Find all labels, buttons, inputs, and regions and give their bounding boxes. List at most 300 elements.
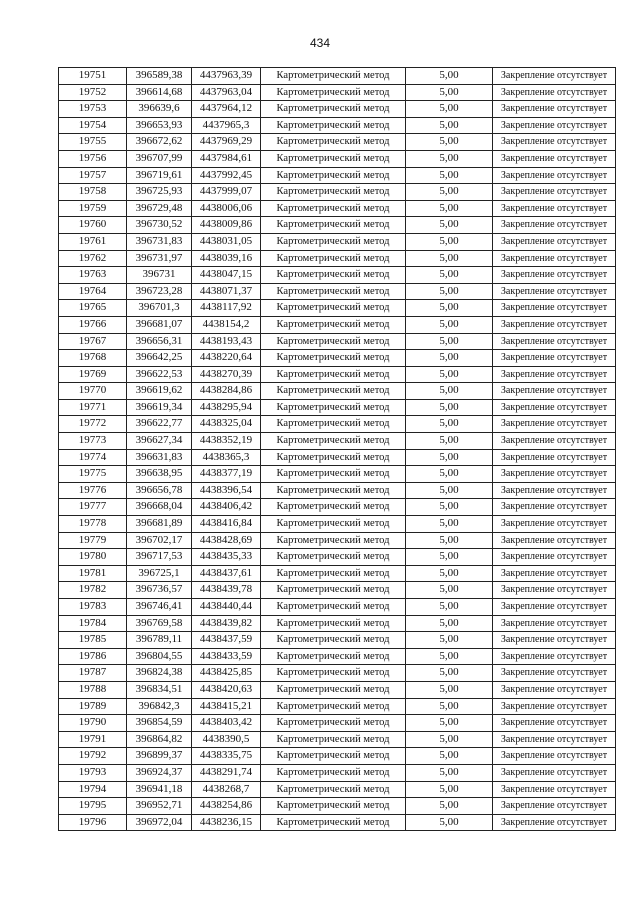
method-cell: Картометрический метод xyxy=(261,648,406,665)
point-number-cell: 19768 xyxy=(59,350,127,367)
y-coordinate-cell: 4437969,29 xyxy=(192,134,261,151)
x-coordinate-cell: 396952,71 xyxy=(127,798,192,815)
method-cell: Картометрический метод xyxy=(261,632,406,649)
x-coordinate-cell: 396619,62 xyxy=(127,383,192,400)
table-row xyxy=(59,681,616,698)
table-row xyxy=(59,366,616,383)
y-coordinate-cell: 4438220,64 xyxy=(192,350,261,367)
table-row xyxy=(59,399,616,416)
fixing-note-cell: Закрепление отсутствует xyxy=(493,565,616,582)
method-cell: Картометрический метод xyxy=(261,814,406,831)
x-coordinate-cell: 396731,97 xyxy=(127,250,192,267)
y-coordinate-cell: 4438325,04 xyxy=(192,416,261,433)
y-coordinate-cell: 4437964,12 xyxy=(192,101,261,118)
accuracy-cell: 5,00 xyxy=(406,117,493,134)
fixing-note-cell: Закрепление отсутствует xyxy=(493,798,616,815)
y-coordinate-cell: 4438416,84 xyxy=(192,516,261,533)
table-row xyxy=(59,316,616,333)
y-coordinate-cell: 4438335,75 xyxy=(192,748,261,765)
accuracy-cell: 5,00 xyxy=(406,267,493,284)
point-number-cell: 19766 xyxy=(59,316,127,333)
point-number-cell: 19757 xyxy=(59,167,127,184)
method-cell: Картометрический метод xyxy=(261,300,406,317)
table-row xyxy=(59,549,616,566)
point-number-cell: 19765 xyxy=(59,300,127,317)
x-coordinate-cell: 396972,04 xyxy=(127,814,192,831)
fixing-note-cell: Закрепление отсутствует xyxy=(493,350,616,367)
x-coordinate-cell: 396681,89 xyxy=(127,516,192,533)
x-coordinate-cell: 396614,68 xyxy=(127,84,192,101)
method-cell: Картометрический метод xyxy=(261,715,406,732)
accuracy-cell: 5,00 xyxy=(406,283,493,300)
method-cell: Картометрический метод xyxy=(261,150,406,167)
accuracy-cell: 5,00 xyxy=(406,134,493,151)
table-row xyxy=(59,167,616,184)
method-cell: Картометрический метод xyxy=(261,532,406,549)
page-number: 434 xyxy=(309,36,331,50)
fixing-note-cell: Закрепление отсутствует xyxy=(493,599,616,616)
table-row xyxy=(59,466,616,483)
method-cell: Картометрический метод xyxy=(261,798,406,815)
accuracy-cell: 5,00 xyxy=(406,599,493,616)
coordinates-table xyxy=(58,67,616,831)
accuracy-cell: 5,00 xyxy=(406,433,493,450)
accuracy-cell: 5,00 xyxy=(406,84,493,101)
point-number-cell: 19751 xyxy=(59,68,127,85)
fixing-note-cell: Закрепление отсутствует xyxy=(493,101,616,118)
method-cell: Картометрический метод xyxy=(261,383,406,400)
table-row xyxy=(59,283,616,300)
accuracy-cell: 5,00 xyxy=(406,764,493,781)
table-row xyxy=(59,748,616,765)
y-coordinate-cell: 4438047,15 xyxy=(192,267,261,284)
x-coordinate-cell: 396854,59 xyxy=(127,715,192,732)
fixing-note-cell: Закрепление отсутствует xyxy=(493,233,616,250)
point-number-cell: 19752 xyxy=(59,84,127,101)
point-number-cell: 19783 xyxy=(59,599,127,616)
accuracy-cell: 5,00 xyxy=(406,449,493,466)
x-coordinate-cell: 396725,1 xyxy=(127,565,192,582)
accuracy-cell: 5,00 xyxy=(406,516,493,533)
accuracy-cell: 5,00 xyxy=(406,632,493,649)
x-coordinate-cell: 396631,83 xyxy=(127,449,192,466)
x-coordinate-cell: 396622,53 xyxy=(127,366,192,383)
y-coordinate-cell: 4438425,85 xyxy=(192,665,261,682)
method-cell: Картометрический метод xyxy=(261,433,406,450)
y-coordinate-cell: 4437963,39 xyxy=(192,68,261,85)
method-cell: Картометрический метод xyxy=(261,681,406,698)
y-coordinate-cell: 4438295,94 xyxy=(192,399,261,416)
table-row xyxy=(59,433,616,450)
x-coordinate-cell: 396899,37 xyxy=(127,748,192,765)
accuracy-cell: 5,00 xyxy=(406,150,493,167)
fixing-note-cell: Закрепление отсутствует xyxy=(493,150,616,167)
x-coordinate-cell: 396681,07 xyxy=(127,316,192,333)
x-coordinate-cell: 396769,58 xyxy=(127,615,192,632)
table-row xyxy=(59,383,616,400)
fixing-note-cell: Закрепление отсутствует xyxy=(493,482,616,499)
y-coordinate-cell: 4438117,92 xyxy=(192,300,261,317)
point-number-cell: 19787 xyxy=(59,665,127,682)
table-row xyxy=(59,798,616,815)
table-row xyxy=(59,499,616,516)
x-coordinate-cell: 396804,55 xyxy=(127,648,192,665)
table-row xyxy=(59,814,616,831)
point-number-cell: 19767 xyxy=(59,333,127,350)
coordinates-table-body xyxy=(59,68,616,831)
accuracy-cell: 5,00 xyxy=(406,731,493,748)
accuracy-cell: 5,00 xyxy=(406,383,493,400)
point-number-cell: 19759 xyxy=(59,200,127,217)
method-cell: Картометрический метод xyxy=(261,84,406,101)
point-number-cell: 19792 xyxy=(59,748,127,765)
fixing-note-cell: Закрепление отсутствует xyxy=(493,681,616,698)
y-coordinate-cell: 4438437,59 xyxy=(192,632,261,649)
x-coordinate-cell: 396619,34 xyxy=(127,399,192,416)
y-coordinate-cell: 4438236,15 xyxy=(192,814,261,831)
accuracy-cell: 5,00 xyxy=(406,399,493,416)
x-coordinate-cell: 396589,38 xyxy=(127,68,192,85)
method-cell: Картометрический метод xyxy=(261,167,406,184)
table-row xyxy=(59,516,616,533)
point-number-cell: 19775 xyxy=(59,466,127,483)
point-number-cell: 19788 xyxy=(59,681,127,698)
y-coordinate-cell: 4438039,16 xyxy=(192,250,261,267)
y-coordinate-cell: 4438154,2 xyxy=(192,316,261,333)
fixing-note-cell: Закрепление отсутствует xyxy=(493,582,616,599)
method-cell: Картометрический метод xyxy=(261,283,406,300)
method-cell: Картометрический метод xyxy=(261,267,406,284)
point-number-cell: 19754 xyxy=(59,117,127,134)
table-row xyxy=(59,764,616,781)
point-number-cell: 19782 xyxy=(59,582,127,599)
fixing-note-cell: Закрепление отсутствует xyxy=(493,333,616,350)
table-row xyxy=(59,117,616,134)
fixing-note-cell: Закрепление отсутствует xyxy=(493,316,616,333)
method-cell: Картометрический метод xyxy=(261,250,406,267)
y-coordinate-cell: 4438284,86 xyxy=(192,383,261,400)
point-number-cell: 19785 xyxy=(59,632,127,649)
x-coordinate-cell: 396656,78 xyxy=(127,482,192,499)
y-coordinate-cell: 4438433,59 xyxy=(192,648,261,665)
x-coordinate-cell: 396864,82 xyxy=(127,731,192,748)
method-cell: Картометрический метод xyxy=(261,516,406,533)
x-coordinate-cell: 396702,17 xyxy=(127,532,192,549)
table-row xyxy=(59,184,616,201)
method-cell: Картометрический метод xyxy=(261,599,406,616)
fixing-note-cell: Закрепление отсутствует xyxy=(493,167,616,184)
accuracy-cell: 5,00 xyxy=(406,748,493,765)
x-coordinate-cell: 396729,48 xyxy=(127,200,192,217)
x-coordinate-cell: 396824,38 xyxy=(127,665,192,682)
method-cell: Картометрический метод xyxy=(261,466,406,483)
accuracy-cell: 5,00 xyxy=(406,615,493,632)
y-coordinate-cell: 4438377,19 xyxy=(192,466,261,483)
x-coordinate-cell: 396622,77 xyxy=(127,416,192,433)
x-coordinate-cell: 396746,41 xyxy=(127,599,192,616)
fixing-note-cell: Закрепление отсутствует xyxy=(493,632,616,649)
y-coordinate-cell: 4438268,7 xyxy=(192,781,261,798)
accuracy-cell: 5,00 xyxy=(406,715,493,732)
fixing-note-cell: Закрепление отсутствует xyxy=(493,665,616,682)
point-number-cell: 19786 xyxy=(59,648,127,665)
x-coordinate-cell: 396717,53 xyxy=(127,549,192,566)
table-row xyxy=(59,134,616,151)
fixing-note-cell: Закрепление отсутствует xyxy=(493,549,616,566)
table-row xyxy=(59,698,616,715)
point-number-cell: 19781 xyxy=(59,565,127,582)
method-cell: Картометрический метод xyxy=(261,764,406,781)
point-number-cell: 19755 xyxy=(59,134,127,151)
point-number-cell: 19793 xyxy=(59,764,127,781)
x-coordinate-cell: 396672,62 xyxy=(127,134,192,151)
y-coordinate-cell: 4438193,43 xyxy=(192,333,261,350)
fixing-note-cell: Закрепление отсутствует xyxy=(493,532,616,549)
accuracy-cell: 5,00 xyxy=(406,781,493,798)
method-cell: Картометрический метод xyxy=(261,549,406,566)
y-coordinate-cell: 4438352,19 xyxy=(192,433,261,450)
method-cell: Картометрический метод xyxy=(261,731,406,748)
method-cell: Картометрический метод xyxy=(261,117,406,134)
table-row xyxy=(59,731,616,748)
fixing-note-cell: Закрепление отсутствует xyxy=(493,84,616,101)
accuracy-cell: 5,00 xyxy=(406,167,493,184)
x-coordinate-cell: 396834,51 xyxy=(127,681,192,698)
y-coordinate-cell: 4438440,44 xyxy=(192,599,261,616)
accuracy-cell: 5,00 xyxy=(406,101,493,118)
table-row xyxy=(59,582,616,599)
x-coordinate-cell: 396653,93 xyxy=(127,117,192,134)
fixing-note-cell: Закрепление отсутствует xyxy=(493,748,616,765)
accuracy-cell: 5,00 xyxy=(406,681,493,698)
fixing-note-cell: Закрепление отсутствует xyxy=(493,433,616,450)
point-number-cell: 19776 xyxy=(59,482,127,499)
y-coordinate-cell: 4438031,05 xyxy=(192,233,261,250)
accuracy-cell: 5,00 xyxy=(406,200,493,217)
fixing-note-cell: Закрепление отсутствует xyxy=(493,267,616,284)
method-cell: Картометрический метод xyxy=(261,233,406,250)
point-number-cell: 19753 xyxy=(59,101,127,118)
table-row xyxy=(59,482,616,499)
fixing-note-cell: Закрепление отсутствует xyxy=(493,449,616,466)
fixing-note-cell: Закрепление отсутствует xyxy=(493,466,616,483)
point-number-cell: 19791 xyxy=(59,731,127,748)
point-number-cell: 19762 xyxy=(59,250,127,267)
table-row xyxy=(59,715,616,732)
method-cell: Картометрический метод xyxy=(261,101,406,118)
x-coordinate-cell: 396638,95 xyxy=(127,466,192,483)
accuracy-cell: 5,00 xyxy=(406,250,493,267)
fixing-note-cell: Закрепление отсутствует xyxy=(493,715,616,732)
table-row xyxy=(59,84,616,101)
accuracy-cell: 5,00 xyxy=(406,482,493,499)
table-row xyxy=(59,350,616,367)
x-coordinate-cell: 396668,04 xyxy=(127,499,192,516)
table-row xyxy=(59,781,616,798)
accuracy-cell: 5,00 xyxy=(406,316,493,333)
x-coordinate-cell: 396642,25 xyxy=(127,350,192,367)
method-cell: Картометрический метод xyxy=(261,698,406,715)
point-number-cell: 19778 xyxy=(59,516,127,533)
point-number-cell: 19772 xyxy=(59,416,127,433)
point-number-cell: 19794 xyxy=(59,781,127,798)
fixing-note-cell: Закрепление отсутствует xyxy=(493,615,616,632)
fixing-note-cell: Закрепление отсутствует xyxy=(493,814,616,831)
method-cell: Картометрический метод xyxy=(261,134,406,151)
table-row xyxy=(59,449,616,466)
point-number-cell: 19777 xyxy=(59,499,127,516)
y-coordinate-cell: 4438291,74 xyxy=(192,764,261,781)
table-row xyxy=(59,632,616,649)
y-coordinate-cell: 4438415,21 xyxy=(192,698,261,715)
accuracy-cell: 5,00 xyxy=(406,350,493,367)
fixing-note-cell: Закрепление отсутствует xyxy=(493,648,616,665)
x-coordinate-cell: 396723,28 xyxy=(127,283,192,300)
x-coordinate-cell: 396730,52 xyxy=(127,217,192,234)
y-coordinate-cell: 4437992,45 xyxy=(192,167,261,184)
table-row xyxy=(59,648,616,665)
y-coordinate-cell: 4438437,61 xyxy=(192,565,261,582)
y-coordinate-cell: 4438439,78 xyxy=(192,582,261,599)
point-number-cell: 19760 xyxy=(59,217,127,234)
accuracy-cell: 5,00 xyxy=(406,648,493,665)
method-cell: Картометрический метод xyxy=(261,449,406,466)
y-coordinate-cell: 4438071,37 xyxy=(192,283,261,300)
y-coordinate-cell: 4438390,5 xyxy=(192,731,261,748)
method-cell: Картометрический метод xyxy=(261,366,406,383)
point-number-cell: 19761 xyxy=(59,233,127,250)
table-row xyxy=(59,250,616,267)
table-row xyxy=(59,532,616,549)
y-coordinate-cell: 4437965,3 xyxy=(192,117,261,134)
point-number-cell: 19789 xyxy=(59,698,127,715)
x-coordinate-cell: 396639,6 xyxy=(127,101,192,118)
fixing-note-cell: Закрепление отсутствует xyxy=(493,781,616,798)
method-cell: Картометрический метод xyxy=(261,615,406,632)
accuracy-cell: 5,00 xyxy=(406,532,493,549)
method-cell: Картометрический метод xyxy=(261,350,406,367)
table-row xyxy=(59,267,616,284)
accuracy-cell: 5,00 xyxy=(406,366,493,383)
fixing-note-cell: Закрепление отсутствует xyxy=(493,134,616,151)
x-coordinate-cell: 396707,99 xyxy=(127,150,192,167)
y-coordinate-cell: 4437963,04 xyxy=(192,84,261,101)
y-coordinate-cell: 4438006,06 xyxy=(192,200,261,217)
table-row xyxy=(59,565,616,582)
point-number-cell: 19764 xyxy=(59,283,127,300)
method-cell: Картометрический метод xyxy=(261,499,406,516)
fixing-note-cell: Закрепление отсутствует xyxy=(493,499,616,516)
point-number-cell: 19771 xyxy=(59,399,127,416)
y-coordinate-cell: 4438365,3 xyxy=(192,449,261,466)
fixing-note-cell: Закрепление отсутствует xyxy=(493,416,616,433)
method-cell: Картометрический метод xyxy=(261,200,406,217)
point-number-cell: 19779 xyxy=(59,532,127,549)
point-number-cell: 19784 xyxy=(59,615,127,632)
fixing-note-cell: Закрепление отсутствует xyxy=(493,117,616,134)
table-row xyxy=(59,200,616,217)
method-cell: Картометрический метод xyxy=(261,665,406,682)
y-coordinate-cell: 4438435,33 xyxy=(192,549,261,566)
table-row xyxy=(59,665,616,682)
point-number-cell: 19758 xyxy=(59,184,127,201)
method-cell: Картометрический метод xyxy=(261,316,406,333)
accuracy-cell: 5,00 xyxy=(406,333,493,350)
x-coordinate-cell: 396656,31 xyxy=(127,333,192,350)
table-row xyxy=(59,150,616,167)
fixing-note-cell: Закрепление отсутствует xyxy=(493,68,616,85)
x-coordinate-cell: 396941,18 xyxy=(127,781,192,798)
method-cell: Картометрический метод xyxy=(261,68,406,85)
fixing-note-cell: Закрепление отсутствует xyxy=(493,283,616,300)
y-coordinate-cell: 4438254,86 xyxy=(192,798,261,815)
fixing-note-cell: Закрепление отсутствует xyxy=(493,516,616,533)
fixing-note-cell: Закрепление отсутствует xyxy=(493,383,616,400)
method-cell: Картометрический метод xyxy=(261,565,406,582)
point-number-cell: 19756 xyxy=(59,150,127,167)
accuracy-cell: 5,00 xyxy=(406,565,493,582)
accuracy-cell: 5,00 xyxy=(406,300,493,317)
point-number-cell: 19796 xyxy=(59,814,127,831)
method-cell: Картометрический метод xyxy=(261,781,406,798)
table-row xyxy=(59,599,616,616)
point-number-cell: 19763 xyxy=(59,267,127,284)
point-number-cell: 19790 xyxy=(59,715,127,732)
method-cell: Картометрический метод xyxy=(261,333,406,350)
table-row xyxy=(59,101,616,118)
table-row xyxy=(59,233,616,250)
x-coordinate-cell: 396627,34 xyxy=(127,433,192,450)
x-coordinate-cell: 396924,37 xyxy=(127,764,192,781)
table-row xyxy=(59,615,616,632)
table-row xyxy=(59,333,616,350)
fixing-note-cell: Закрепление отсутствует xyxy=(493,300,616,317)
method-cell: Картометрический метод xyxy=(261,416,406,433)
y-coordinate-cell: 4438403,42 xyxy=(192,715,261,732)
fixing-note-cell: Закрепление отсутствует xyxy=(493,217,616,234)
accuracy-cell: 5,00 xyxy=(406,582,493,599)
fixing-note-cell: Закрепление отсутствует xyxy=(493,731,616,748)
accuracy-cell: 5,00 xyxy=(406,184,493,201)
y-coordinate-cell: 4437984,61 xyxy=(192,150,261,167)
accuracy-cell: 5,00 xyxy=(406,233,493,250)
table-row xyxy=(59,217,616,234)
method-cell: Картометрический метод xyxy=(261,217,406,234)
point-number-cell: 19769 xyxy=(59,366,127,383)
method-cell: Картометрический метод xyxy=(261,748,406,765)
fixing-note-cell: Закрепление отсутствует xyxy=(493,200,616,217)
accuracy-cell: 5,00 xyxy=(406,549,493,566)
x-coordinate-cell: 396701,3 xyxy=(127,300,192,317)
accuracy-cell: 5,00 xyxy=(406,814,493,831)
fixing-note-cell: Закрепление отсутствует xyxy=(493,399,616,416)
point-number-cell: 19780 xyxy=(59,549,127,566)
fixing-note-cell: Закрепление отсутствует xyxy=(493,250,616,267)
accuracy-cell: 5,00 xyxy=(406,68,493,85)
y-coordinate-cell: 4438009,86 xyxy=(192,217,261,234)
y-coordinate-cell: 4438396,54 xyxy=(192,482,261,499)
accuracy-cell: 5,00 xyxy=(406,217,493,234)
y-coordinate-cell: 4438406,42 xyxy=(192,499,261,516)
accuracy-cell: 5,00 xyxy=(406,466,493,483)
x-coordinate-cell: 396725,93 xyxy=(127,184,192,201)
x-coordinate-cell: 396719,61 xyxy=(127,167,192,184)
accuracy-cell: 5,00 xyxy=(406,416,493,433)
x-coordinate-cell: 396731,83 xyxy=(127,233,192,250)
accuracy-cell: 5,00 xyxy=(406,698,493,715)
fixing-note-cell: Закрепление отсутствует xyxy=(493,698,616,715)
point-number-cell: 19774 xyxy=(59,449,127,466)
